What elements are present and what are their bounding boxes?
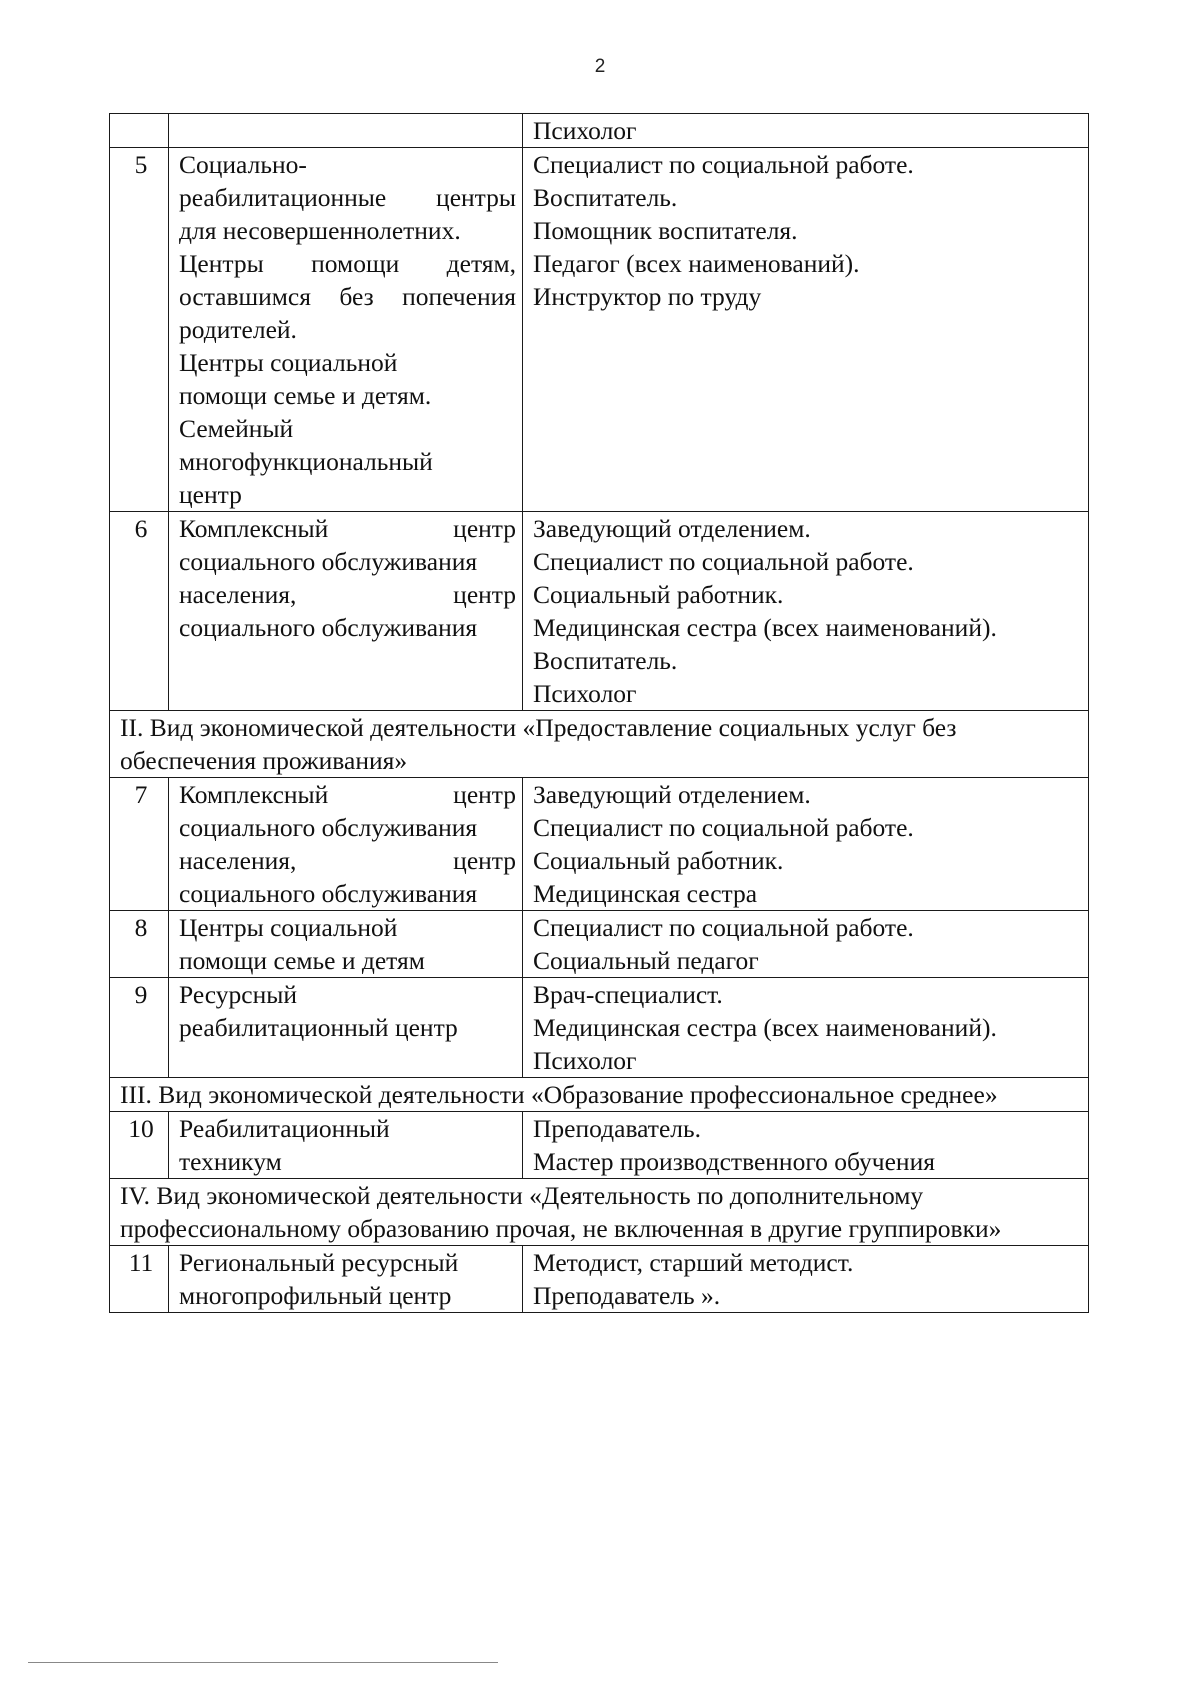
row-number: 9	[110, 978, 169, 1078]
position-line: Помощник воспитателя.	[533, 216, 798, 245]
position-text: Преподаватель	[533, 1281, 695, 1310]
position-line: Воспитатель.	[533, 183, 678, 212]
org-line: Комплексный центр	[179, 514, 516, 543]
table-row	[110, 1246, 1089, 1313]
row-number: 7	[110, 778, 169, 911]
professions-table	[109, 113, 1089, 1313]
org-line: социального обслуживания	[179, 813, 478, 842]
org-line: оставшимся без попечения	[179, 282, 516, 311]
org-line: многофункциональный	[179, 447, 433, 476]
table-row	[110, 1112, 1089, 1179]
organization-cell	[169, 114, 523, 148]
position-line: Педагог (всех наименований).	[533, 249, 860, 278]
org-line: Центры помощи детям,	[179, 249, 516, 278]
positions-cell	[523, 1112, 1089, 1179]
organization-cell	[169, 978, 523, 1078]
position-line: Медицинская сестра	[533, 879, 758, 908]
position-line: Социальный работник.	[533, 846, 784, 875]
positions-cell	[523, 978, 1089, 1078]
section-heading: III. Вид экономической деятельности «Образование профессиональное среднее»	[110, 1078, 1089, 1112]
position-line	[533, 1279, 1082, 1312]
section-heading: II. Вид экономической деятельности «Предоставление социальных услуг без обеспечения проживания»	[110, 711, 1089, 778]
organization-cell	[169, 778, 523, 911]
org-line: для несовершеннолетних.	[179, 216, 461, 245]
positions-cell	[523, 512, 1089, 711]
position-line: Социальный работник.	[533, 580, 784, 609]
positions-cell	[523, 1246, 1089, 1313]
positions-cell	[523, 148, 1089, 512]
org-line: реабилитационные центры	[179, 183, 516, 212]
position-line: Воспитатель.	[533, 646, 678, 675]
org-line: центр	[179, 480, 242, 509]
row-number	[110, 114, 169, 148]
position-line: Врач-специалист.	[533, 980, 723, 1009]
position-line: Специалист по социальной работе.	[533, 913, 914, 942]
position-line: Мастер производственного обучения	[533, 1147, 935, 1176]
page-number: 2	[594, 56, 606, 77]
section-row	[110, 1078, 1089, 1112]
org-line: Социально-	[179, 150, 307, 179]
org-line: социального обслуживания	[179, 547, 478, 576]
section-row	[110, 1179, 1089, 1246]
org-line: техникум	[179, 1147, 282, 1176]
footer-rule	[28, 1662, 498, 1663]
row-number: 5	[110, 148, 169, 512]
org-line: помощи семье и детям.	[179, 381, 432, 410]
position-line: Психолог	[533, 1046, 637, 1075]
org-line: Комплексный центр	[179, 780, 516, 809]
organization-cell	[169, 148, 523, 512]
org-line: Ресурсный	[179, 980, 298, 1009]
position-line: Заведующий отделением.	[533, 514, 811, 543]
table-row	[110, 148, 1089, 512]
org-line: социального обслуживания	[179, 613, 478, 642]
organization-cell	[169, 1246, 523, 1313]
position-line: Заведующий отделением.	[533, 780, 811, 809]
position-line: Социальный педагог	[533, 946, 759, 975]
position-line: Методист, старший методист.	[533, 1248, 854, 1277]
organization-cell	[169, 512, 523, 711]
position-line: Психолог	[533, 116, 637, 145]
org-line: населения, центр	[179, 580, 516, 609]
row-number: 10	[110, 1112, 169, 1179]
closing-quote: ».	[701, 1281, 721, 1310]
row-number: 8	[110, 911, 169, 978]
position-line: Медицинская сестра (всех наименований).	[533, 613, 997, 642]
positions-cell	[523, 114, 1089, 148]
position-line: Преподаватель.	[533, 1114, 701, 1143]
org-line: родителей.	[179, 315, 297, 344]
table-row	[110, 114, 1089, 148]
row-number: 11	[110, 1246, 169, 1313]
table-row	[110, 512, 1089, 711]
org-line: Региональный ресурсный	[179, 1248, 459, 1277]
position-line: Психолог	[533, 679, 637, 708]
section-heading: IV. Вид экономической деятельности «Деятельность по дополнительному профессиональному образованию прочая, не включенная в другие группировки»	[110, 1179, 1089, 1246]
position-line: Специалист по социальной работе.	[533, 150, 914, 179]
table-row	[110, 778, 1089, 911]
row-number: 6	[110, 512, 169, 711]
org-line: Центры социальной	[179, 913, 398, 942]
position-line: Специалист по социальной работе.	[533, 547, 914, 576]
table-row	[110, 911, 1089, 978]
position-line: Инструктор по труду	[533, 282, 762, 311]
positions-cell	[523, 778, 1089, 911]
positions-cell	[523, 911, 1089, 978]
org-line: помощи семье и детям	[179, 946, 425, 975]
position-line: Медицинская сестра (всех наименований).	[533, 1013, 997, 1042]
org-line: реабилитационный центр	[179, 1013, 458, 1042]
organization-cell	[169, 1112, 523, 1179]
position-line: Специалист по социальной работе.	[533, 813, 914, 842]
org-line: социального обслуживания	[179, 879, 478, 908]
org-line: Центры социальной	[179, 348, 398, 377]
section-row	[110, 711, 1089, 778]
org-line: многопрофильный центр	[179, 1281, 452, 1310]
organization-cell	[169, 911, 523, 978]
org-line: Реабилитационный	[179, 1114, 390, 1143]
org-line: Семейный	[179, 414, 294, 443]
table-row	[110, 978, 1089, 1078]
org-line: населения, центр	[179, 846, 516, 875]
